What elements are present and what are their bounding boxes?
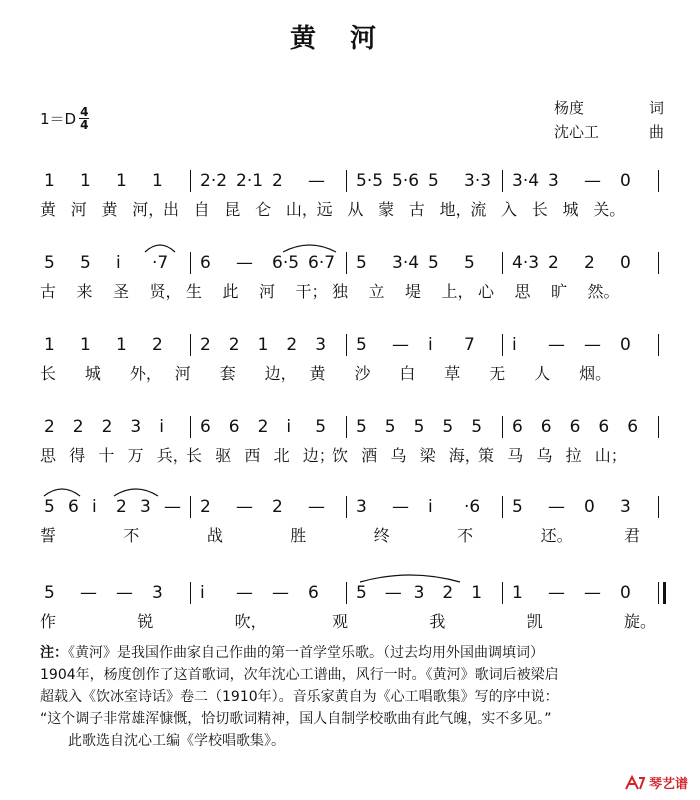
lyric-line [40, 198, 664, 224]
lyric-syllable: 马 [507, 446, 524, 465]
key-signature [40, 106, 89, 131]
lyric-syllable: 昆 [224, 200, 241, 219]
note: 1 [44, 171, 55, 191]
note: 5 [44, 253, 55, 273]
lyric-line [40, 280, 664, 306]
note: 0 [620, 335, 631, 355]
note: — [272, 583, 289, 603]
note: 3·4 [512, 171, 540, 191]
credits [554, 96, 664, 144]
lyric-syllable: 干； [295, 282, 328, 301]
lyric-syllable: 山； [594, 446, 627, 465]
lyricist-line [554, 96, 664, 120]
barline [658, 496, 659, 518]
note: — [548, 583, 565, 603]
note: 3 [130, 417, 142, 437]
note: 1 [80, 335, 91, 355]
note: 3 [152, 583, 163, 603]
note: 3·4 [392, 253, 420, 273]
note: 5 [428, 171, 439, 191]
lyric-syllable: 来 [76, 282, 93, 301]
note: — [548, 335, 565, 355]
footnote [40, 642, 664, 752]
note: 5 [384, 417, 396, 437]
note: 5 [44, 583, 55, 603]
lyric-syllable: 战 [206, 526, 223, 545]
barline [502, 252, 503, 274]
lyric-syllable: 长 [531, 200, 548, 219]
lyric-syllable: 然。 [587, 282, 620, 301]
footnote-text-1: 《黄河》是我国作曲家自己作曲的第一首学堂乐歌。（过去均用外国曲调填词） [68, 645, 544, 661]
lyric-syllable: 驱 [215, 446, 232, 465]
note: 3 [356, 497, 367, 517]
lyric-syllable: 堤 [405, 282, 422, 301]
lyric-syllable: 圣 [113, 282, 130, 301]
lyric-syllable: 我 [429, 612, 446, 631]
lyric-syllable: 凯 [526, 612, 543, 631]
lyric-syllable: 作 [40, 612, 57, 631]
time-signature [79, 106, 89, 131]
composer-line [554, 120, 664, 144]
lyric-syllable: 城 [84, 364, 101, 383]
lyric-syllable: 心 [478, 282, 495, 301]
note: 2 [200, 335, 211, 355]
lyric-syllable: 长 [186, 446, 203, 465]
barline [346, 334, 347, 356]
lyric-syllable: 关。 [593, 200, 626, 219]
lyric-syllable: 乌 [536, 446, 553, 465]
note: — [236, 583, 253, 603]
lyric-syllable: 此 [222, 282, 239, 301]
note: 2 [72, 417, 84, 437]
lyric-line [40, 362, 664, 388]
note: — [584, 583, 601, 603]
barline [502, 582, 503, 604]
lyric-syllable: 万 [127, 446, 144, 465]
note: — [80, 583, 97, 603]
note: 4·3 [512, 253, 540, 273]
lyric-syllable: 誓 [40, 526, 57, 545]
lyric-syllable: 流 [470, 200, 487, 219]
lyric-syllable: 梁 [419, 446, 436, 465]
score-row [40, 168, 664, 226]
note: 6 [598, 417, 610, 437]
note: — [384, 583, 402, 603]
note: 1 [80, 171, 91, 191]
note: i [286, 417, 292, 437]
lyricist-name: 杨度 [554, 99, 585, 117]
barline [502, 334, 503, 356]
note: 3·3 [464, 171, 492, 191]
lyric-syllable: 拉 [565, 446, 582, 465]
lyric-syllable: 草 [444, 364, 461, 383]
note: 6·7 [308, 253, 336, 273]
score-row [40, 494, 664, 552]
note: 3 [620, 497, 631, 517]
lyric-syllable: 锐 [137, 612, 154, 631]
slur-marks [40, 240, 664, 254]
barline [658, 416, 659, 438]
note: i [200, 583, 205, 603]
key-text: 1＝D [40, 110, 77, 128]
note: — [308, 171, 325, 191]
lyric-syllable: 从 [347, 200, 364, 219]
song-title: 黄河 [289, 24, 410, 54]
notation-line [40, 494, 664, 520]
lyric-syllable: 仑 [255, 200, 272, 219]
note: 6 [627, 417, 639, 437]
lyric-syllable: 不 [123, 526, 140, 545]
note: i [92, 497, 97, 517]
lyric-syllable: 出 [162, 200, 179, 219]
slur [44, 489, 80, 496]
note: 1 [512, 583, 523, 603]
score-row [40, 332, 664, 390]
note: 5 [471, 417, 483, 437]
note: 0 [620, 171, 631, 191]
note: ·6 [464, 497, 481, 517]
lyric-syllable: 思 [40, 446, 57, 465]
lyric-syllable: 海， [448, 446, 481, 465]
notation-line [40, 332, 664, 358]
note: 2 [272, 497, 283, 517]
note: ·7 [152, 253, 169, 273]
footnote-label: 注： [40, 645, 68, 661]
lyric-syllable: 旷 [551, 282, 568, 301]
note: 6 [200, 253, 211, 273]
footnote-line-3: 超载入《饮冰室诗话》卷二（1910年）。音乐家黄自为《心工唱歌集》写的序中说： [40, 689, 559, 705]
slur [283, 245, 336, 252]
barline [190, 582, 191, 604]
note: i [116, 253, 121, 273]
note: 1 [152, 171, 163, 191]
note: 5·5 [356, 171, 384, 191]
note: i [428, 497, 433, 517]
barline [658, 252, 659, 274]
lyric-syllable: 黄 [40, 200, 57, 219]
note: 2 [257, 417, 269, 437]
slur-marks [40, 322, 664, 336]
note: 5 [512, 497, 523, 517]
footnote-line-1 [40, 642, 664, 664]
lyric-syllable: 河 [70, 200, 87, 219]
lyric-syllable: 外， [129, 364, 162, 383]
footnote-line-4: “这个调子非常雄浑慷慨，恰切歌词精神，国人自制学校歌曲有此气魄，实不多见。” [40, 711, 552, 727]
slur-marks [40, 404, 664, 418]
lyric-syllable: 黄 [309, 364, 326, 383]
note: i [428, 335, 433, 355]
lyric-syllable: 西 [244, 446, 261, 465]
lyric-syllable: 沙 [354, 364, 371, 383]
note: — [584, 171, 601, 191]
note: 2 [272, 171, 283, 191]
note: 5 [356, 417, 367, 437]
footnote-line-5: 此歌选自沈心工编《学校唱歌集》。 [68, 733, 285, 749]
note: 2 [101, 417, 113, 437]
lyric-syllable: 无 [489, 364, 506, 383]
note: 5 [428, 253, 439, 273]
lyric-syllable: 边； [302, 446, 335, 465]
lyric-syllable: 终 [373, 526, 390, 545]
barline [190, 416, 191, 438]
note: — [116, 583, 133, 603]
note: 2 [548, 253, 559, 273]
lyric-syllable: 立 [368, 282, 385, 301]
note: — [548, 497, 565, 517]
lyric-syllable: 古 [40, 282, 57, 301]
lyric-syllable: 贤， [149, 282, 182, 301]
score-row [40, 580, 664, 638]
lyric-syllable: 君 [624, 526, 641, 545]
note: 5 [356, 253, 367, 273]
slur [114, 489, 158, 496]
barline [502, 170, 503, 192]
barline [190, 334, 191, 356]
slur [360, 575, 460, 582]
lyric-syllable: 套 [219, 364, 236, 383]
lyric-syllable: 黄 [101, 200, 118, 219]
lyricist-role: 词 [648, 99, 664, 117]
note: — [236, 497, 253, 517]
note: 6 [228, 417, 240, 437]
lyric-syllable: 长 [40, 364, 57, 383]
lyric-syllable: 入 [501, 200, 518, 219]
lyric-syllable: 乌 [390, 446, 407, 465]
slur-marks [40, 570, 664, 584]
note: 5 [464, 253, 475, 273]
lyric-syllable: 北 [273, 446, 290, 465]
slur [145, 245, 175, 252]
music-note-icon [624, 775, 646, 791]
slur-marks [40, 158, 664, 172]
composer-name: 沈心工 [554, 123, 600, 141]
lyric-syllable: 烟。 [579, 364, 612, 383]
barline [346, 582, 347, 604]
lyric-syllable: 旋。 [624, 612, 657, 631]
lyric-syllable: 河 [259, 282, 276, 301]
lyric-syllable: 胜 [290, 526, 307, 545]
note: 0 [584, 497, 595, 517]
lyric-line [40, 610, 664, 636]
notation-line [40, 414, 664, 440]
note: 6·5 [272, 253, 300, 273]
lyric-syllable: 河， [132, 200, 165, 219]
lyric-syllable: 河 [174, 364, 191, 383]
note: 5 [315, 417, 327, 437]
barline [346, 496, 347, 518]
watermark-text: 琴艺谱 [648, 777, 688, 792]
lyric-syllable: 酒 [361, 446, 378, 465]
note: 5 [44, 497, 55, 517]
lyric-syllable: 十 [98, 446, 115, 465]
lyric-line [40, 524, 664, 550]
lyric-syllable: 蒙 [378, 200, 395, 219]
note: — [392, 335, 409, 355]
note: 5 [356, 583, 367, 603]
lyric-syllable: 独 [332, 282, 349, 301]
note: 2 [200, 497, 211, 517]
note: 5 [356, 335, 367, 355]
note: 6 [200, 417, 211, 437]
barline [502, 496, 503, 518]
note: 6 [68, 497, 79, 517]
lyric-syllable: 远 [316, 200, 333, 219]
barline [346, 416, 347, 438]
lyric-syllable: 生 [186, 282, 203, 301]
barline [190, 170, 191, 192]
lyric-syllable: 不 [457, 526, 474, 545]
note: 2 [442, 583, 454, 603]
score-row [40, 250, 664, 308]
notation-line [40, 250, 664, 276]
note: 1 [116, 171, 127, 191]
note: — [392, 497, 409, 517]
time-denominator: 4 [80, 118, 89, 132]
lyric-syllable: 人 [534, 364, 551, 383]
lyric-syllable: 白 [399, 364, 416, 383]
note: i [512, 335, 517, 355]
lyric-line [40, 444, 664, 470]
note: 3 [548, 171, 559, 191]
note: 2 [152, 335, 163, 355]
slur-marks [40, 484, 664, 498]
note: 5 [442, 417, 454, 437]
lyric-syllable: 城 [562, 200, 579, 219]
lyric-syllable: 边， [264, 364, 297, 383]
note: 2 [44, 417, 55, 437]
lyric-syllable: 策 [478, 446, 495, 465]
note: 2·1 [236, 171, 264, 191]
lyric-syllable: 观 [332, 612, 349, 631]
lyric-syllable: 古 [408, 200, 425, 219]
note: 6 [308, 583, 319, 603]
watermark-logo [624, 773, 688, 792]
note: 6 [569, 417, 581, 437]
note: i [159, 417, 164, 437]
note: 1 [257, 335, 269, 355]
note: 2·2 [200, 171, 228, 191]
note: — [308, 497, 325, 517]
note: 3 [315, 335, 327, 355]
barline [658, 170, 659, 192]
note: — [236, 253, 253, 273]
note: 0 [620, 583, 631, 603]
barline [190, 252, 191, 274]
time-numerator: 4 [80, 105, 89, 119]
note: 5·6 [392, 171, 420, 191]
lyric-syllable: 地， [439, 200, 472, 219]
note: — [584, 335, 601, 355]
lyric-syllable: 山， [285, 200, 318, 219]
note: 2 [228, 335, 240, 355]
barline [346, 170, 347, 192]
lyric-syllable: 思 [514, 282, 531, 301]
note: 3 [413, 583, 425, 603]
notation-line [40, 580, 664, 606]
barline [190, 496, 191, 518]
note: 2 [286, 335, 298, 355]
barline [346, 252, 347, 274]
lyric-syllable: 兵， [156, 446, 189, 465]
lyric-syllable: 饮 [332, 446, 349, 465]
note: 1 [116, 335, 127, 355]
barline [502, 416, 503, 438]
note: 3 [140, 497, 151, 517]
score-row [40, 414, 664, 472]
footnote-line-2: 1904年，杨度创作了这首歌词，次年沈心工谱曲，风行一时。《黄河》歌词后被梁启 [40, 667, 559, 683]
note: 0 [620, 253, 631, 273]
note: 5 [80, 253, 91, 273]
note: 7 [464, 335, 475, 355]
note: 1 [471, 583, 483, 603]
lyric-syllable: 上， [441, 282, 474, 301]
note: 5 [413, 417, 425, 437]
final-barline [658, 582, 659, 604]
lyric-syllable: 还。 [540, 526, 573, 545]
composer-role: 曲 [648, 123, 664, 141]
note: 1 [44, 335, 55, 355]
note: 6 [540, 417, 552, 437]
notation-line [40, 168, 664, 194]
lyric-syllable: 得 [69, 446, 86, 465]
score [40, 168, 664, 631]
note: 2 [116, 497, 127, 517]
lyric-syllable: 吹， [234, 612, 267, 631]
note: — [164, 497, 181, 517]
note: 2 [584, 253, 595, 273]
note: 6 [512, 417, 523, 437]
barline [658, 334, 659, 356]
lyric-syllable: 自 [193, 200, 210, 219]
